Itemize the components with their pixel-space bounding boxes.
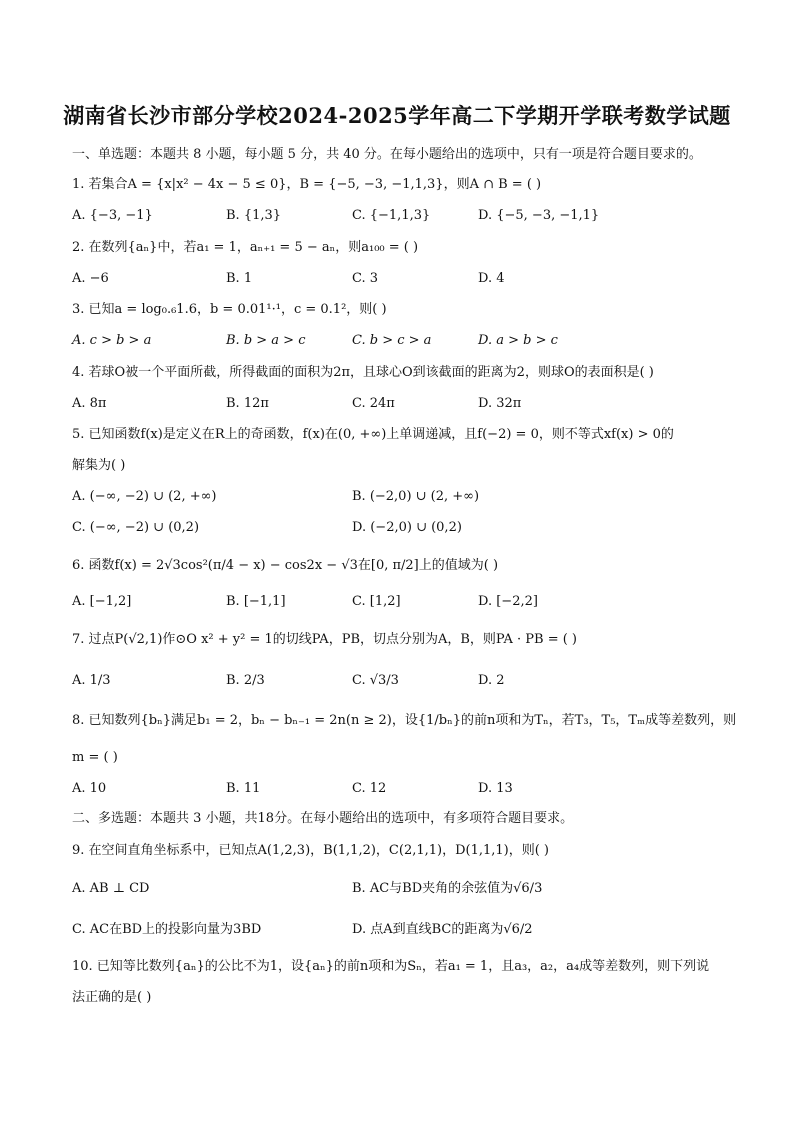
q7-option-d: D. 2 [478,673,505,688]
q5-option-c: C. (−∞, −2) ∪ (0,2) [72,520,200,535]
q5-option-b: B. (−2,0) ∪ (2, +∞) [352,489,480,504]
question-5-cont: 解集为( ) [72,458,126,473]
q9-option-b: B. AC与BD夹角的余弦值为√6/3 [352,881,543,896]
q7-option-c: C. √3/3 [352,673,399,688]
q5-option-a: A. (−∞, −2) ∪ (2, +∞) [72,489,217,504]
question-10-cont: 法正确的是( ) [72,990,152,1005]
q2-option-d: D. 4 [478,271,505,286]
q6-option-d: D. [−2,2] [478,594,538,609]
question-6: 6. 函数f(x) = 2√3cos²(π/4 − x) − cos2x − √3在[0, π/2]上的值域为( ) [72,558,499,573]
q3-option-d: D. a > b > c [478,333,558,348]
q9-option-d: D. 点A到直线BC的距离为√6/2 [352,922,533,937]
q1-option-a: A. {−3, −1} [72,208,153,223]
q5-option-d: D. (−2,0) ∪ (0,2) [352,520,462,535]
q4-option-d: D. 32π [478,396,522,411]
q6-option-c: C. [1,2] [352,594,401,609]
q3-option-b: B. b > a > c [226,333,306,348]
q8-option-b: B. 11 [226,781,261,796]
q6-option-b: B. [−1,1] [226,594,286,609]
question-1: 1. 若集合A = {x|x² − 4x − 5 ≤ 0}，B = {−5, −3, −1,1,3}，则A ∩ B = ( ) [72,177,542,192]
question-5: 5. 已知函数f(x)是定义在R上的奇函数，f(x)在(0, +∞)上单调递减，且f(−2) = 0，则不等式xf(x) > 0的 [72,427,674,442]
q4-option-c: C. 24π [352,396,395,411]
q1-option-b: B. {1,3} [226,208,282,223]
section-heading-multiple-choice: 二、多选题：本题共 3 小题，共18分。在每小题给出的选项中，有多项符合题目要求。 [72,811,574,826]
q2-option-b: B. 1 [226,271,253,286]
question-7: 7. 过点P(√2,1)作⊙O x² + y² = 1的切线PA，PB，切点分别为A，B，则PA · PB = ( ) [72,632,578,647]
question-3: 3. 已知a = log₀.₆1.6，b = 0.01¹·¹，c = 0.1²，则( ) [72,302,387,317]
question-9: 9. 在空间直角坐标系中，已知点A(1,2,3)，B(1,1,2)，C(2,1,1)，D(1,1,1)，则( ) [72,843,550,858]
q1-option-c: C. {−1,1,3} [352,208,431,223]
q8-option-c: C. 12 [352,781,387,796]
q7-option-a: A. 1/3 [72,673,111,688]
question-8: 8. 已知数列{bₙ}满足b₁ = 2，bₙ − bₙ₋₁ = 2n(n ≥ 2)，设{1/bₙ}的前n项和为Tₙ，若T₃，T₅，Tₘ成等差数列，则 [72,713,737,728]
q8-option-d: D. 13 [478,781,513,796]
question-4: 4. 若球O被一个平面所截，所得截面的面积为2π，且球心O到该截面的距离为2，则球O的表面积是( ) [72,365,654,380]
q1-option-d: D. {−5, −3, −1,1} [478,208,600,223]
q2-option-c: C. 3 [352,271,379,286]
page-title: 湖南省长沙市部分学校2024-2025学年高二下学期开学联考数学试题 [63,103,731,128]
question-8-cont: m = ( ) [72,750,118,765]
q3-option-c: C. b > c > a [352,333,432,348]
q4-option-a: A. 8π [72,396,107,411]
question-10: 10. 已知等比数列{aₙ}的公比不为1，设{aₙ}的前n项和为Sₙ，若a₁ = 1，且a₃，a₂，a₄成等差数列，则下列说 [72,959,710,974]
q3-option-a: A. c > b > a [72,333,152,348]
q9-option-a: A. AB ⊥ CD [72,881,150,896]
q6-option-a: A. [−1,2] [72,594,132,609]
q8-option-a: A. 10 [72,781,107,796]
q2-option-a: A. −6 [72,271,109,286]
section-heading-single-choice: 一、单选题：本题共 8 小题，每小题 5 分，共 40 分。在每小题给出的选项中，只有一项是符合题目要求的。 [72,147,702,162]
q4-option-b: B. 12π [226,396,269,411]
q9-option-c: C. AC在BD上的投影向量为3BD [72,922,262,937]
q7-option-b: B. 2/3 [226,673,265,688]
question-2: 2. 在数列{aₙ}中，若a₁ = 1，aₙ₊₁ = 5 − aₙ，则a₁₀₀ = ( ) [72,240,419,255]
